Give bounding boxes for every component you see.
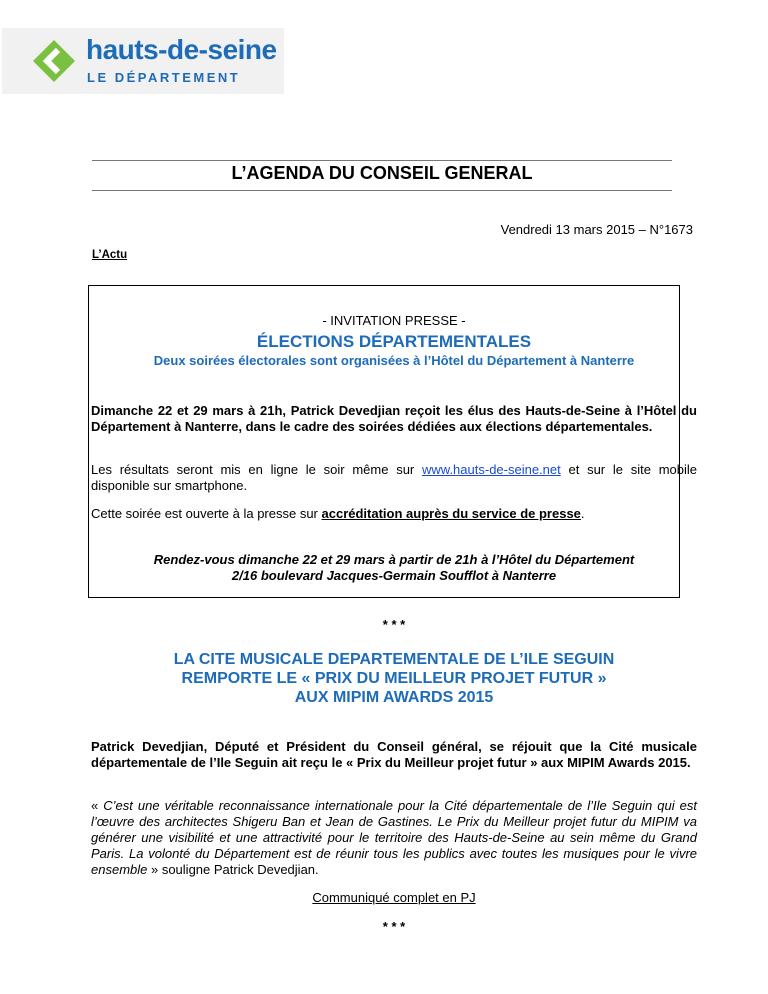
- article-title-line-2: REMPORTE LE « PRIX DU MEILLEUR PROJET FUTUR »: [181, 670, 607, 687]
- issue-date: Vendredi 13 mars 2015 – N°1673: [500, 222, 693, 237]
- para2-text-before: Les résultats seront mis en ligne le soir même sur: [91, 462, 422, 477]
- para2-text-after: et sur le site mobile disponible sur smartphone.: [91, 462, 697, 493]
- invitation-paragraph-2: [91, 462, 697, 494]
- hauts-de-seine-diamond-icon: [31, 38, 77, 84]
- para3-text-after: .: [580, 506, 585, 521]
- rendezvous-block: [91, 552, 697, 584]
- article-title: [91, 650, 697, 707]
- invitation-paragraph-1: Dimanche 22 et 29 mars à 21h, Patrick Devedjian reçoit les élus des Hauts-de-Seine à l’Hôtel du Département à Nanterre, dans le cadre des soirées dédiées aux élections départementales.: [91, 403, 697, 434]
- para3-text-before: Cette soirée est ouverte à la presse sur: [91, 506, 322, 521]
- invitation-paragraph-3: [91, 506, 697, 522]
- article-lead: Patrick Devedjian, Député et Président du Conseil général, se réjouit que la Cité musicale départementale de l’Ile Seguin ait reçu le « Prix du Meilleur projet futur » aux MIPIM Awards 2015.: [91, 739, 697, 770]
- rendezvous-line-1: Rendez-vous dimanche 22 et 29 mars à partir de 21h à l’Hôtel du Département: [153, 552, 635, 567]
- logo-name: hauts-de-seine: [86, 34, 277, 65]
- article-title-line-3: AUX MIPIM AWARDS 2015: [294, 689, 494, 706]
- logo: [2, 28, 284, 94]
- logo-subtitle: LE DÉPARTEMENT: [87, 70, 241, 85]
- separator-1: * * *: [382, 617, 406, 632]
- press-release-link[interactable]: Communiqué complet en PJ: [312, 890, 476, 905]
- title-rule-bottom: [92, 190, 672, 191]
- invitation-label: - INVITATION PRESSE -: [322, 313, 466, 328]
- separator-2: * * *: [382, 919, 406, 934]
- title-rule-top: [92, 160, 672, 161]
- quote-text: C’est une véritable reconnaissance internationale pour la Cité départementale de l’Ile Seguin qui est l’œuvre des architectes Shigeru Ban et Jean de Gastines. Le Prix du Meilleur projet futur du MIPIM va générer une visibilité et une attractivité pour le territoire des Hauts-de-Seine au sein même du Grand Paris. La volonté du Département est de réunir tous les publics avec toutes les musiques pour le vivre ensemble: [91, 798, 697, 877]
- rendezvous-line-2: 2/16 boulevard Jacques-Germain Soufflot à Nanterre: [231, 568, 557, 583]
- article-title-line-1: LA CITE MUSICALE DEPARTEMENTALE DE L’ILE SEGUIN: [173, 651, 615, 668]
- invitation-subtitle: Deux soirées électorales sont organisées à l’Hôtel du Département à Nanterre: [153, 353, 635, 368]
- website-link[interactable]: www.hauts-de-seine.net: [422, 462, 561, 477]
- article-quote: [91, 798, 697, 878]
- page-title: L’AGENDA DU CONSEIL GENERAL: [231, 163, 533, 183]
- invitation-title: ÉLECTIONS DÉPARTEMENTALES: [256, 332, 532, 351]
- section-heading: L’Actu: [92, 249, 128, 261]
- accreditation-text: accréditation auprès du service de presse: [321, 506, 581, 521]
- quote-attribution: » souligne Patrick Devedjian.: [147, 862, 319, 877]
- quote-open: «: [91, 798, 104, 813]
